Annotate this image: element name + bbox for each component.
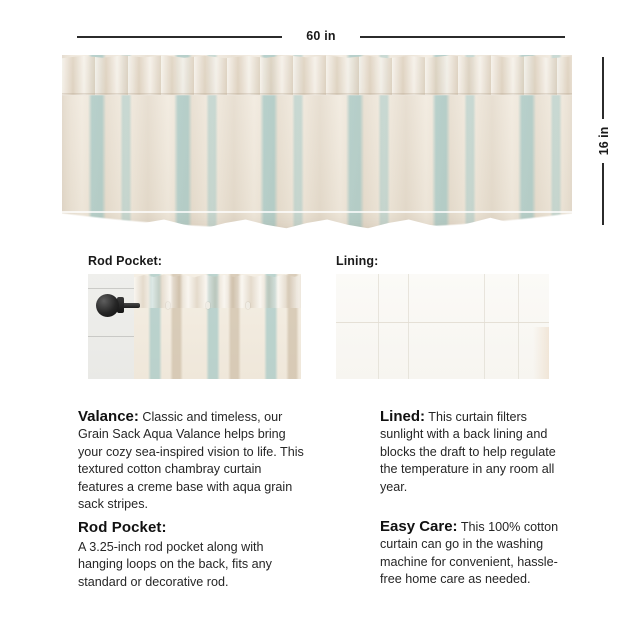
lining-photo-content: [336, 274, 549, 379]
detail-rod-pocket-image: [88, 274, 301, 379]
copy-lined-body: This curtain filters sunlight with a back lining and blocks the draft to help regulate the temperature in any room all year.: [380, 410, 556, 494]
detail-rod-pocket: [88, 254, 301, 379]
valance-hem-stitch: [62, 211, 572, 213]
height-dimension-label: 16 in: [597, 126, 611, 156]
copy-easy-care: [380, 518, 566, 589]
copy-rod-pocket-heading: Rod Pocket:: [78, 519, 167, 536]
lining-edge-shadow: [533, 327, 549, 379]
lining-seam: [336, 322, 549, 323]
copy-lined: [380, 408, 566, 496]
copy-valance-lead: Valance:: [78, 408, 139, 425]
detail-lining: [336, 254, 549, 379]
copy-valance: [78, 408, 310, 513]
rod-pocket-photo-content: [88, 274, 301, 379]
copy-rod-pocket: [78, 518, 310, 591]
height-dimension-line-top: [602, 57, 604, 119]
lining-panel-line: [408, 274, 409, 379]
detail-rod-pocket-caption: Rod Pocket:: [88, 254, 163, 268]
valance-product-image: [62, 55, 572, 230]
valance-header-seam: [62, 93, 572, 96]
rod-pocket-gather: [246, 302, 250, 309]
copy-easy-care-lead: Easy Care:: [380, 518, 458, 535]
rod-finial-icon: [96, 294, 119, 317]
copy-rod-pocket-body: A 3.25-inch rod pocket along with hanging loops on the back, fits any standard or decorative rod.: [78, 540, 272, 589]
height-dimension-line-bottom: [602, 163, 604, 225]
rod-pocket-gather: [166, 302, 170, 309]
detail-lining-caption: Lining:: [336, 254, 379, 268]
rod-pocket-gather: [206, 302, 210, 309]
width-dimension-label: 60 in: [306, 29, 336, 43]
curtain-pleats: [134, 274, 301, 308]
detail-lining-image: [336, 274, 549, 379]
copy-easy-care-body: This 100% cotton curtain can go in the washing machine for convenient, hassle-free home care as needed.: [380, 520, 559, 587]
lining-panel-line: [518, 274, 519, 379]
valance-gathered-header: [62, 55, 572, 95]
lining-panel-line: [484, 274, 485, 379]
height-dimension: [597, 57, 611, 225]
copy-valance-body: Classic and timeless, our Grain Sack Aqua Valance helps bring your cozy sea-inspired vision to life. This textured cotton chambray curtain features a creme base with aqua grain sack stripes.: [78, 410, 304, 512]
lining-panel-line: [378, 274, 379, 379]
copy-lined-lead: Lined:: [380, 408, 425, 425]
width-dimension: [77, 31, 565, 43]
